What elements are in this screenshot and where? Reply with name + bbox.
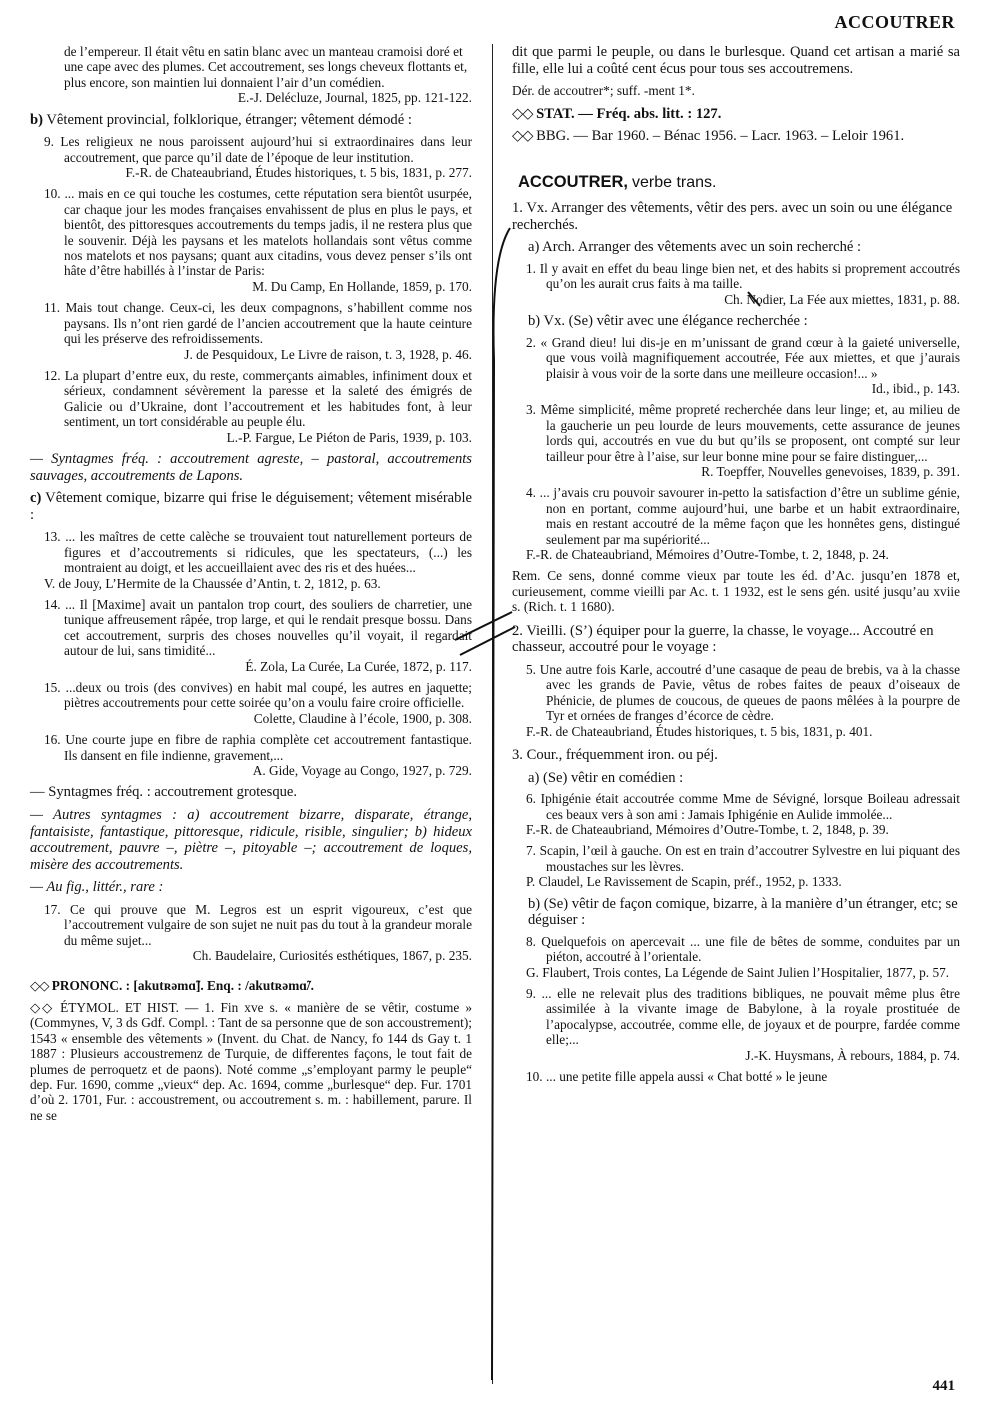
bracket-stroke — [492, 228, 510, 1380]
example-text: 10. ... mais en ce qui touche les costumes, cette réputation sera bientôt usurpée, car chaque jour les modes françaises envahissent de plus en plus le pays, et bientôt, des pittoresques accoutrements du temps jadis, il ne restera plus que le souvenir. Déjà les paysans et les matelots hollandais sont vêtus comme nos matelots et nos paysans; quant aux citadins, vous devez penser s’ils ont hâte d’être habillés à l’instar de Paris: — [44, 186, 472, 279]
example-2 — [526, 334, 960, 397]
bibliography-text: BBG. — Bar 1960. – Bénac 1956. – Lacr. 1963. – Leloir 1961. — [536, 128, 905, 145]
diamond-marker: ◇◇ — [512, 105, 533, 122]
example-10 — [44, 186, 472, 294]
etymology — [30, 1000, 472, 1123]
example-text: 13. ... les maîtres de cette calèche se trouvaient tout naturellement porteurs de figures et d’accoutrements si ridicules, que les spectateurs, (...) les montraient au doigt, et les accueillaient avec des ris et des huées... — [44, 529, 472, 576]
example-text: 9. Les religieux ne nous paroissent aujourd’hui si extraordinaires dans leur accoutrement, que parce qu’il date de l’époque de leur institution. — [44, 134, 472, 165]
diamond-marker: ◇◇ — [30, 977, 49, 993]
sense-label: c) — [30, 490, 42, 507]
example-source: É. Zola, La Curée, La Curée, 1872, p. 117. — [245, 658, 472, 674]
example-source: Ch. Nodier, La Fée aux miettes, 1831, p. 88. — [724, 291, 960, 307]
sense-definition: Vêtement provincial, folklorique, étranger; vêtement démodé : — [46, 111, 412, 128]
example-source: F.-R. de Chateaubriand, Études historiques, t. 5 bis, 1831, p. 277. — [125, 165, 472, 181]
example-source: F.-R. de Chateaubriand, Mémoires d’Outre-Tombe, t. 2, 1848, p. 39. — [526, 821, 889, 837]
example-source: Ch. Baudelaire, Curiosités esthétiques, 1867, p. 235. — [192, 948, 472, 964]
example-text: 12. La plupart d’entre eux, du reste, commerçants aimables, infiniment doux et sérieux, condamnent sévèrement la paresse et la saleté des émigrés de Galicie ou d’Ukraine, dont l’accoutrement et les habitudes font, à leur sentiment, un tort considérable au peuple élu. — [44, 367, 472, 430]
example-text: 10. ... une petite fille appela aussi « Chat botté » le jeune — [526, 1068, 828, 1084]
example-text: 4. ... j’avais cru pouvoir savourer in-petto la satisfaction d’être un sublime génie, non en portant, comme aujourd’hui, une barbe et un habit extraordinaire, mais en restant accoutré de la même façon que les honnêtes gens, distingué seulement par ma supériorité... — [526, 485, 960, 547]
example-source: F.-R. de Chateaubriand, Études historiques, t. 5 bis, 1831, p. 401. — [526, 723, 873, 739]
example-text: 1. Il y avait en effet du beau linge bien net, et des habits si proprement accoutrés qu’on les aurait crus faits à ma taille. — [526, 260, 960, 292]
pronunciation — [30, 978, 472, 993]
example-text: 2. « Grand dieu! lui dis-je en m’unissant de grand cœur à la gaieté universelle, que vous voilà magnifiquement accoutrée, Fée aux miettes, et que j’aurais plaisir à vous voir de la sorte dans une meilleure occasion!... » — [526, 334, 960, 381]
syntagmes-1: — Syntagmes fréq. : accoutrement agreste, – pastoral, accoutrements sauvages, accoutrements de Lapons. — [30, 450, 472, 484]
example-1 — [526, 260, 960, 307]
entry-heading — [518, 172, 960, 191]
example-source: J. de Pesquidoux, Le Livre de raison, t. 3, 1928, p. 46. — [184, 346, 472, 362]
part-of-speech: verbe trans. — [632, 173, 717, 191]
statistics — [512, 106, 960, 123]
example-10 — [526, 1068, 960, 1084]
sense-b — [30, 112, 472, 129]
example-9 — [526, 985, 960, 1063]
sense-1: 1. Vx. Arranger des vêtements, vêtir des pers. avec un soin ou une élégance recherchés. — [512, 200, 953, 233]
example-5 — [526, 661, 960, 739]
left-column — [30, 44, 472, 1130]
example-16 — [44, 732, 472, 778]
example-source: J.-K. Huysmans, À rebours, 1884, p. 74. — [745, 1047, 960, 1063]
example-source: Colette, Claudine à l’école, 1900, p. 308. — [253, 710, 472, 726]
etymology-text: ÉTYMOL. ET HIST. — 1. Fin xve s. « manière de se vêtir, costume » (Commynes, V, 3 ds Gdf. Compl. : Tant de sa personne que de son accoustrement); 1543 « ensemble des vêtements » (Invent. du Chat. de Nancy, fo 144 ds Gay t. 1 1887 : Plusieurs accoustremenz de Turquie, de differentes façons, le tout fait de plumes de perroquetz et de paons). Noté comme „s’employant parmy le peuple“ dep. Fur. 1690, comme „vieux“ dep. Ac. 1694, comme „burlesque“ dep. Fur. 1701 d’où 2. 1701, Fur. : accoustrement, ou accoutrement s. m. : habillement, parure. Il ne se — [30, 1000, 472, 1123]
sense-3b: b) (Se) vêtir de façon comique, bizarre, à la manière d’un étranger, etc; se déguiser : — [528, 895, 958, 929]
example-text: 5. Une autre fois Karle, accoutré d’une casaque de peau de brebis, va à la chasse avec les grands de Pavie, vêtus de robes faites de peaux d’oiseaux de Phénicie, de plumes de coucous, de queues de paons mêlées à la pourpre de Tyr et ornées de franges d’écorce de cèdre. — [526, 661, 960, 724]
diamond-marker: ◇◇ — [30, 1000, 54, 1015]
column-rule — [492, 44, 493, 1384]
example-3 — [526, 402, 960, 480]
bibliography — [512, 128, 960, 145]
example-source: V. de Jouy, L’Hermite de la Chaussée d’Antin, t. 2, 1812, p. 63. — [44, 575, 381, 591]
example-text: 17. Ce qui prouve que M. Legros est un esprit vigoureux, c’est que l’accoutrement vulgaire de son sujet ne nuit pas du tout à la grandeur morale du même sujet... — [44, 901, 472, 948]
sense-3: 3. Cour., fréquemment iron. ou péj. — [512, 746, 718, 763]
example-source: F.-R. de Chateaubriand, Mémoires d’Outre-Tombe, t. 2, 1848, p. 24. — [526, 547, 889, 563]
page-number: 441 — [932, 1378, 955, 1394]
example-text: 16. Une courte jupe en fibre de raphia complète cet accoutrement fantastique. Ils dansent en file indienne, gravement,... — [44, 732, 472, 763]
sense-label: b) — [30, 111, 43, 128]
example-source: L.-P. Fargue, Le Piéton de Paris, 1939, p. 103. — [226, 429, 472, 445]
example-7 — [526, 843, 960, 890]
example-6 — [526, 791, 960, 837]
derivation: Dér. de accoutrer*; suff. -ment 1*. — [512, 83, 695, 99]
running-head: ACCOUTRER — [834, 12, 955, 32]
sense-definition: Vêtement comique, bizarre qui frise le déguisement; vêtement misérable : — [30, 490, 472, 523]
example-text: 11. Mais tout change. Ceux-ci, les deux compagnons, s’habillent comme nos paysans. Ils n’ont rien gardé de l’ancien accoutrement que la haute ceinture qui les préserve des refroidissements. — [44, 300, 472, 347]
example-source: P. Claudel, Le Ravissement de Scapin, préf., 1952, p. 1333. — [526, 874, 842, 890]
example-source: E.-J. Delécluze, Journal, 1825, pp. 121-122. — [237, 90, 472, 106]
syntagmes-3: — Autres syntagmes : a) accoutrement bizarre, disparate, étrange, fantaisiste, fantastique, pittoresque, ridicule, risible, singulier; b) hideux accoutrement, pauvre –, piètre –, pitoyable –; accoutrement de loques, misère des accoutrements. — [30, 807, 472, 873]
example-9 — [44, 134, 472, 181]
example-source: M. Du Camp, En Hollande, 1859, p. 170. — [252, 278, 472, 294]
example-text: 8. Quelquefois on apercevait ... une file de bêtes de somme, conduites par un piéton, accoutré à l’orientale. — [526, 933, 960, 965]
sense-c — [30, 490, 472, 523]
remark: Rem. Ce sens, donné comme vieux par toute les éd. d’Ac. jusqu’en 1878 et, curieusement, comme vieilli par Ac. t. 1 1932, est le sens gén. usité jusqu’au xviie s. (Rich. t. 1 1680). — [512, 568, 960, 615]
example-4 — [526, 485, 960, 563]
sense-3a: a) (Se) vêtir en comédien : — [528, 769, 684, 786]
example-text: 3. Même simplicité, même propreté recherchée dans leur linge; et, au milieu de la gaucherie un peu lourde de leurs mouvements, cette assurance de jeunes lords qui, accoutrés en vue du but qu’ils se proposent, ont compté sur leur tailleur pour être à l’aise, sur leur bonne mine pour se faire distinguer,... — [526, 402, 960, 464]
sense-2: 2. Vieilli. (S’) équiper pour la guerre, la chasse, le voyage... Accoutré en chasseur, accoutré pour le voyage : — [512, 622, 934, 656]
sense-1b: b) Vx. (Se) vêtir avec une élégance recherchée : — [528, 313, 808, 330]
example-text: 9. ... elle ne relevait plus des traditions bibliques, ne pouvait même plus être assimilée à la vivante image de Babylone, à la royale prostituée de l’apocalypse, accoutrée, comme elle, de joyaux et de pourpre, fardée comme elle;... — [526, 985, 960, 1048]
example-12 — [44, 367, 472, 445]
pronunciation-text: PRONONC. : [akutʀəmɑ̃]. Enq. : /akutʀəmɑ̃/. — [51, 977, 314, 993]
statistics-text: STAT. — Fréq. abs. litt. : 127. — [536, 105, 722, 122]
sense-1a: a) Arch. Arranger des vêtements avec un soin recherché : — [528, 239, 862, 256]
diamond-marker: ◇◇ — [512, 128, 533, 145]
right-column — [512, 44, 960, 1090]
example-text: 7. Scapin, l’œil à gauche. On est en train d’accoutrer Sylvestre en lui piquant des moustaches sur les lèvres. — [526, 843, 960, 874]
example-14 — [44, 596, 472, 674]
continued-text: dit que parmi le peuple, ou dans le burlesque. Quand cet artisan a marié sa fille, elle lui a coûté cent écus pour tous ses accoutremens. — [512, 44, 960, 77]
example-source: R. Toepffer, Nouvelles genevoises, 1839, p. 391. — [701, 464, 960, 480]
headword: ACCOUTRER, — [518, 172, 628, 191]
example-8 — [526, 933, 960, 980]
syntagmes-2: — Syntagmes fréq. : accoutrement grotesque. — [30, 784, 298, 801]
example-block — [64, 44, 472, 106]
example-text: 14. ... Il [Maxime] avait un pantalon trop court, des souliers de charretier, une tunique affreusement râpée, trop large, et qui le rendait presque bossu. Dans cet accoutrement, surpris des choses nouvelles qu’il voyait, il regardait autour de lui, sans timidité... — [44, 596, 472, 659]
example-text: 15. ...deux ou trois (des convives) en habit mal coupé, les autres en jaquette; piètres accoutrements pour cette soirée qu’on a voulu faire croire officielle. — [44, 679, 472, 711]
example-source: A. Gide, Voyage au Congo, 1927, p. 729. — [252, 763, 472, 778]
example-17 — [44, 901, 472, 964]
example-11 — [44, 300, 472, 362]
figurative-note: — Au fig., littér., rare : — [30, 879, 164, 896]
example-13 — [44, 529, 472, 591]
example-source: G. Flaubert, Trois contes, La Légende de Saint Julien l’Hospitalier, 1877, p. 57. — [526, 964, 950, 980]
example-15 — [44, 679, 472, 726]
example-source: Id., ibid., p. 143. — [871, 381, 960, 396]
example-text: de l’empereur. Il était vêtu en satin blanc avec un manteau cramoisi doré et une cape avec des plumes. Cet accoutrement, ses longs cheveux flottants et, plus encore, son maintien lui donnaient l’air d’un comédien. — [64, 44, 468, 90]
example-text: 6. Iphigénie était accoutrée comme Mme de Sévigné, lorsque Boileau adressait ces beaux vers à son ami : Jamais Iphigénie en Aulide immolée... — [526, 791, 960, 822]
